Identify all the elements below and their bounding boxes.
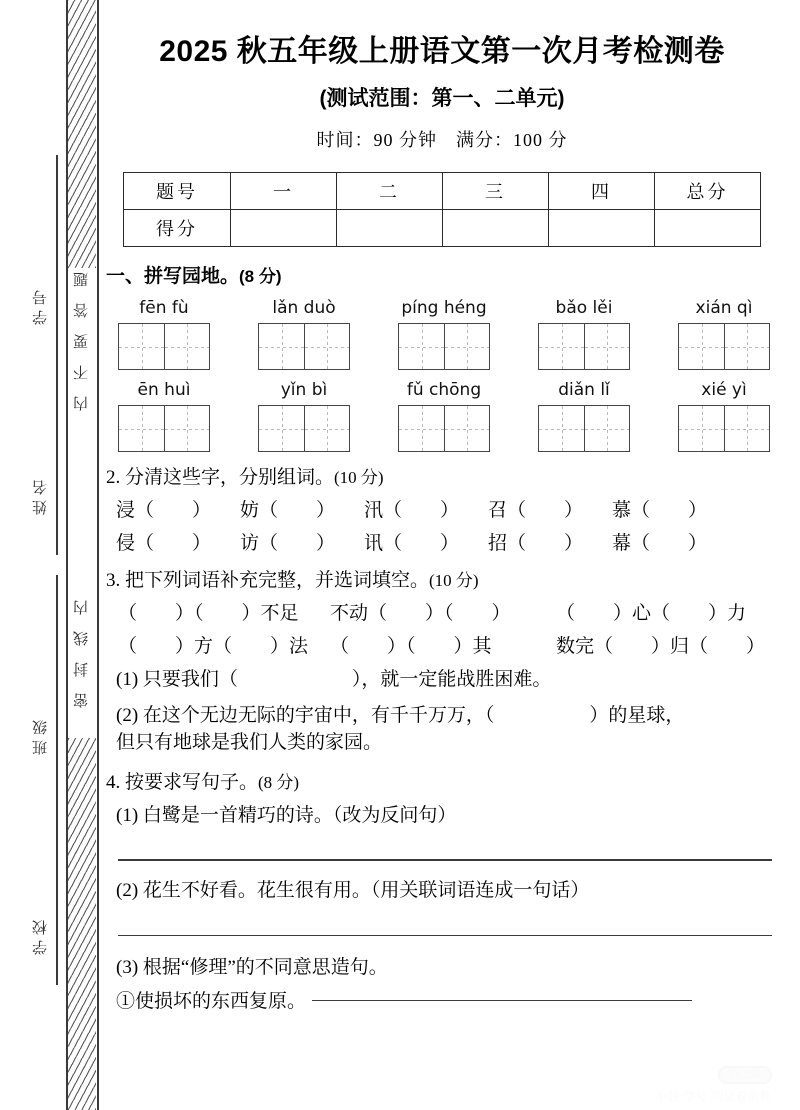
question-3-points: (10 分) (429, 571, 479, 590)
score-table-col-3: 三 (443, 173, 549, 210)
page-title: 2025 秋五年级上册语文第一次月考检测卷 (159, 35, 725, 68)
seal-field-school (14, 880, 66, 990)
seal-field-name (14, 440, 66, 550)
word-slot[interactable]: 汛（ ） (364, 500, 460, 521)
watermark-text: 小包 学号 的试卷助理 (655, 1091, 772, 1103)
idiom-slot[interactable]: （ ）（ ）不足 (118, 603, 299, 624)
word-slot[interactable]: 妨（ ） (240, 500, 336, 521)
score-table-col-1: 一 (231, 173, 337, 210)
grid-cell[interactable] (164, 406, 209, 451)
seal-field-class (14, 680, 66, 790)
question-4-item-3-sub-1 (104, 988, 780, 1016)
pinyin-label: xié yì (701, 380, 747, 400)
question-4-item-3: (3) 根据“修理”的不同意思造句。 (116, 957, 388, 979)
grid-cell[interactable] (164, 324, 209, 369)
question-3-blank-2-line-1[interactable]: (2) 在这个无边无际的宇宙中，有千千万万，（ ）的星球， (116, 704, 685, 726)
pinyin-label: bǎo lěi (555, 298, 613, 318)
score-input-cell-1[interactable] (231, 210, 337, 247)
seal-field-label: 班级 (32, 715, 49, 755)
seal-field-rule (56, 155, 58, 365)
grid-cell[interactable] (584, 324, 629, 369)
character-grid[interactable] (118, 405, 210, 452)
pinyin-row-1 (104, 298, 780, 370)
idiom-slot[interactable]: 不动（ ）（ ） (330, 603, 511, 624)
seal-char: 答 (73, 303, 90, 318)
score-table-col-4: 四 (549, 173, 655, 210)
seal-field-rule (56, 340, 58, 555)
character-grid[interactable] (678, 323, 770, 370)
character-grid[interactable] (258, 323, 350, 370)
question-4-points: (8 分) (258, 772, 300, 792)
question-2-row-2 (104, 528, 780, 555)
grid-cell[interactable] (679, 324, 724, 369)
seal-hatch-band-bottom (68, 738, 96, 1110)
word-slot[interactable]: 侵（ ） (116, 533, 212, 554)
word-slot[interactable]: 慕（ ） (612, 500, 708, 521)
seal-hatch-band-top (68, 0, 96, 268)
pinyin-item (678, 380, 770, 452)
character-grid[interactable] (538, 405, 630, 452)
grid-cell[interactable] (399, 324, 444, 369)
character-grid[interactable] (538, 323, 630, 370)
question-2-row-1 (104, 495, 780, 522)
seal-field-rule (56, 785, 58, 985)
pinyin-item (258, 298, 350, 370)
pinyin-label: yǐn bì (280, 380, 328, 400)
pinyin-row-2 (104, 380, 780, 452)
question-2-title: 2. 分清这些字，分别组词。 (106, 467, 335, 488)
seal-rule-outer (97, 0, 99, 1110)
seal-char-block-upper (69, 272, 95, 427)
seal-field-rule (56, 575, 58, 790)
grid-cell[interactable] (119, 406, 164, 451)
grid-cell[interactable] (259, 406, 304, 451)
pinyin-item (678, 298, 770, 370)
grid-cell[interactable] (304, 324, 349, 369)
seal-field-label: 学号 (32, 285, 49, 325)
grid-cell[interactable] (304, 406, 349, 451)
question-3-blank-1[interactable]: (1) 只要我们（ ），就一定能战胜困难。 (116, 669, 552, 690)
question-4-item-3-sub-1-text: ①使损坏的东西复原。 (116, 990, 307, 1012)
score-table-col-total: 总分 (655, 173, 761, 210)
grid-cell[interactable] (444, 406, 489, 451)
idiom-slot[interactable]: （ ）（ ）其 (330, 636, 492, 657)
idiom-slot[interactable]: （ ）方（ ）法 (118, 636, 309, 657)
answer-line-1[interactable] (118, 859, 772, 861)
grid-cell[interactable] (259, 324, 304, 369)
question-3-idiom-row-2 (104, 631, 780, 658)
pinyin-item (398, 298, 490, 370)
page-meta-info: 时间：90 分钟 满分：100 分 (316, 130, 568, 150)
question-2-points: (10 分) (334, 468, 384, 487)
question-3-idiom-row-1 (104, 598, 780, 625)
seal-char: 题 (73, 272, 90, 287)
pinyin-label: xián qì (695, 298, 753, 318)
exam-paper-body (104, 0, 780, 1110)
pinyin-label: píng héng (401, 298, 487, 318)
word-slot[interactable]: 召（ ） (488, 500, 584, 521)
answer-line-2[interactable] (118, 935, 772, 937)
section-1-title: 一、拼写园地。 (106, 266, 240, 287)
pinyin-item (538, 380, 630, 452)
pinyin-item (398, 380, 490, 452)
seal-char: 线 (73, 631, 90, 646)
question-3-blank-2-line-2: 但只有地球是我们人类的家园。 (116, 732, 383, 754)
character-grid[interactable] (258, 405, 350, 452)
pinyin-label: fēn fù (139, 298, 189, 318)
pinyin-label: diǎn lǐ (558, 380, 610, 400)
score-input-cell-4[interactable] (549, 210, 655, 247)
seal-char: 密 (73, 693, 90, 708)
character-grid[interactable] (398, 323, 490, 370)
seal-field-label: 姓名 (32, 475, 49, 515)
pinyin-item (258, 380, 350, 452)
word-slot[interactable]: 讯（ ） (364, 533, 460, 554)
score-table-row-label: 题号 (124, 173, 231, 210)
idiom-slot[interactable]: （ ）心（ ）力 (556, 603, 747, 624)
watermark-badge: TK155 (718, 1066, 772, 1084)
score-table-col-2: 二 (337, 173, 443, 210)
character-grid[interactable] (118, 323, 210, 370)
score-table (123, 172, 761, 247)
word-slot[interactable]: 幕（ ） (612, 533, 708, 554)
watermark (656, 1065, 772, 1104)
grid-cell[interactable] (724, 406, 769, 451)
section-1-heading (106, 261, 780, 288)
table-row (124, 173, 761, 210)
grid-cell[interactable] (539, 324, 584, 369)
pinyin-item (118, 298, 210, 370)
pinyin-item (538, 298, 630, 370)
seal-field-student-id (14, 250, 66, 360)
idiom-slot[interactable]: 数完（ ）归（ ） (556, 636, 766, 657)
pinyin-label: ēn huì (137, 380, 191, 400)
section-1-points: (8 分) (239, 267, 282, 286)
seal-char: 封 (73, 662, 90, 677)
table-row (124, 210, 761, 247)
word-slot[interactable]: 浸（ ） (116, 500, 212, 521)
seal-char: 要 (73, 334, 90, 349)
seal-field-label: 学校 (32, 915, 49, 955)
score-input-cell-3[interactable] (443, 210, 549, 247)
pinyin-item (118, 380, 210, 452)
question-2-heading (106, 462, 780, 489)
question-3-heading (106, 565, 780, 592)
grid-cell[interactable] (679, 406, 724, 451)
answer-line-3[interactable] (312, 1000, 692, 1002)
score-table-row-label: 得分 (124, 210, 231, 247)
question-4-title: 4. 按要求写句子。 (106, 771, 259, 793)
question-4-item-1: (1) 白鹭是一首精巧的诗。（改为反问句） (116, 804, 457, 826)
grid-cell[interactable] (119, 324, 164, 369)
pinyin-label: fǔ chōng (406, 380, 482, 400)
word-slot[interactable]: 招（ ） (488, 533, 584, 554)
grid-cell[interactable] (724, 324, 769, 369)
pinyin-label: lǎn duò (272, 298, 336, 318)
seal-char: 内 (73, 600, 90, 615)
seal-binding-strip (0, 0, 100, 1110)
question-4-heading (106, 767, 780, 794)
character-grid[interactable] (398, 405, 490, 452)
word-slot[interactable]: 访（ ） (240, 533, 336, 554)
grid-cell[interactable] (399, 406, 444, 451)
question-4-item-2: (2) 花生不好看。花生很有用。（用关联词语连成一句话） (116, 879, 590, 901)
grid-cell[interactable] (444, 324, 489, 369)
score-input-cell-2[interactable] (337, 210, 443, 247)
question-3-title: 3. 把下列词语补充完整，并选词填空。 (106, 570, 430, 591)
seal-char-block-lower (69, 600, 95, 724)
seal-char: 不 (73, 365, 90, 380)
character-grid[interactable] (678, 405, 770, 452)
grid-cell[interactable] (584, 406, 629, 451)
score-input-cell-total[interactable] (655, 210, 761, 247)
page-subtitle: (测试范围：第一、二单元) (319, 87, 565, 110)
seal-char: 内 (73, 396, 90, 411)
grid-cell[interactable] (539, 406, 584, 451)
